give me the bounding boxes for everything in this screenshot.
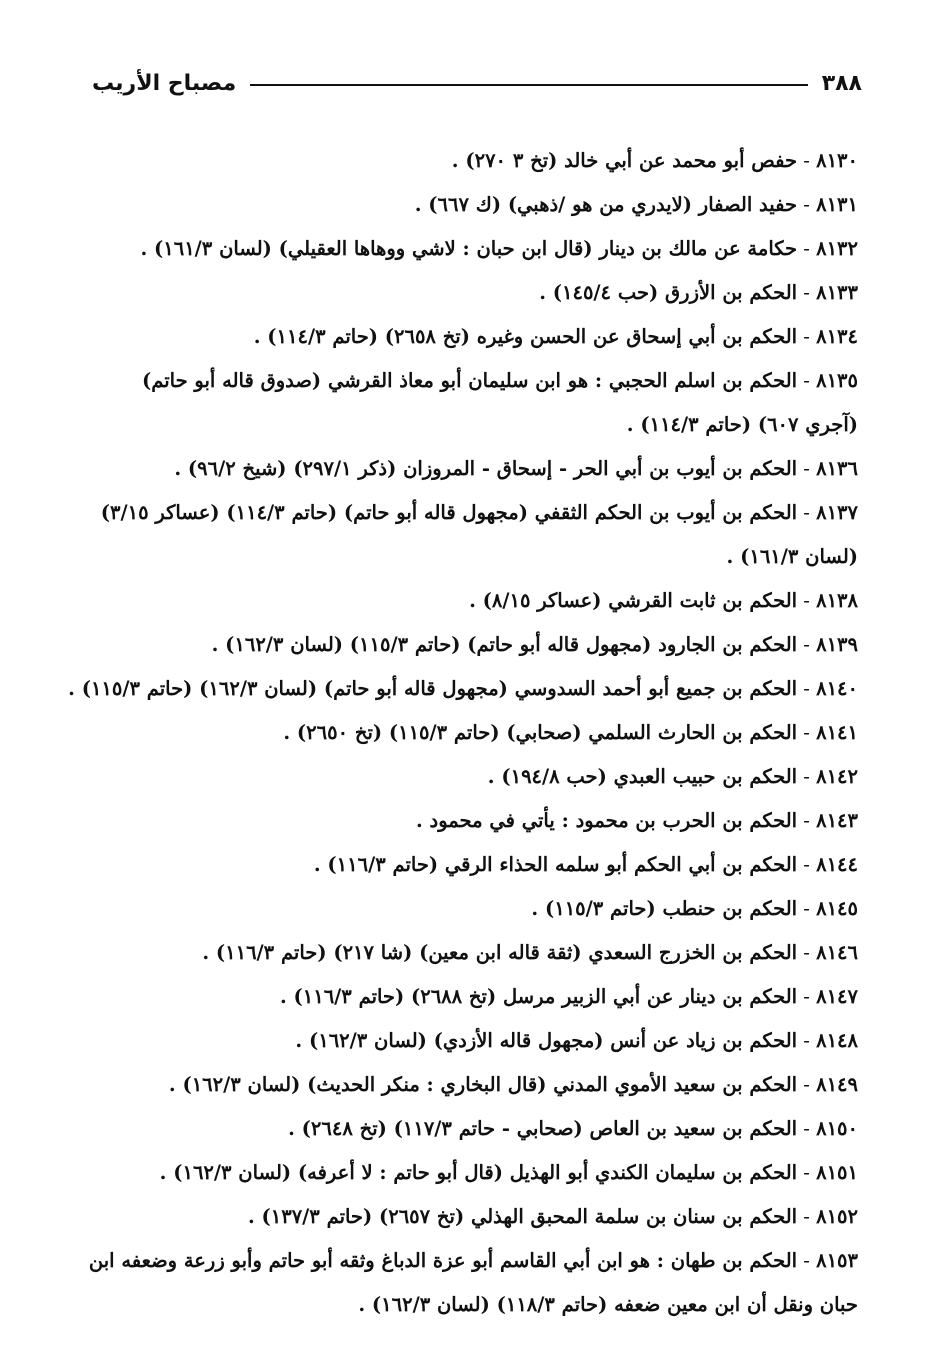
entry-text: حفيد الصفار (لايدري من هو /ذهبي) (ك ٦٦٧) .: [414, 193, 798, 216]
entry-8145: ٨١٤٥ - الحكم بن حنطب (حاتم ١١٥/٣) .: [531, 897, 858, 920]
entry-text: الحكم بن سنان بن سلمة المحبق الهذلي (تخ ٢٦٥٧) (حاتم ١٣٧/٣) .: [247, 1205, 798, 1228]
entry-text: الحكم بن سليمان الكندي أبو الهذيل (قال أبو حاتم : لا أعرفه) (لسان ١٦٢/٣) .: [159, 1161, 798, 1184]
entry-8133: ٨١٣٣ - الحكم بن الأزرق (حب ١٤٥/٤) .: [539, 281, 858, 304]
entry-number: ٨١٣٥: [816, 369, 858, 392]
entry-text: الحكم بن أيوب بن الحكم الثقفي (مجهول قاله أبو حاتم) (حاتم ١١٤/٣) (عساكر ٣/١٥) (لسان ١٦١/٣) .: [100, 501, 858, 568]
entry-text: الحكم بن جميع أبو أحمد السدوسي (مجهول قاله أبو حاتم) (لسان ١٦٢/٣) (حاتم ١١٥/٣) .: [68, 677, 798, 700]
entry-text: الحكم بن سعيد بن العاص (صحابي - حاتم ١١٧/٣) (تخ ٢٦٤٨) .: [288, 1117, 798, 1140]
entry-text: الحكم بن اسلم الحجبي : هو ابن سليمان أبو معاذ القرشي (صدوق قاله أبو حاتم) (آجري ٦٠٧) (حاتم ١١٤/٣) .: [142, 369, 858, 436]
entry-text: حفص أبو محمد عن أبي خالد (تخ ٣ ٢٧٠) .: [451, 149, 798, 172]
entry-text: الحكم بن الخزرج السعدي (ثقة قاله ابن معين) (شا ٢١٧) (حاتم ١١٦/٣) .: [202, 941, 798, 964]
entry-number: ٨١٣٧: [816, 501, 858, 524]
page-number: ٣٨٨: [821, 70, 862, 96]
entry-8150: ٨١٥٠ - الحكم بن سعيد بن العاص (صحابي - حاتم ١١٧/٣) (تخ ٢٦٤٨) .: [288, 1117, 858, 1140]
entry-8131: ٨١٣١ - حفيد الصفار (لايدري من هو /ذهبي) (ك ٦٦٧) .: [414, 193, 858, 216]
entry-8135: ٨١٣٥ - الحكم بن اسلم الحجبي : هو ابن سليمان أبو معاذ القرشي (صدوق قاله أبو حاتم) (آجري ٦٠٧) (حاتم ١١٤/٣) .: [142, 369, 858, 436]
entry-8138: ٨١٣٨ - الحكم بن ثابت القرشي (عساكر ٨/١٥) .: [469, 589, 858, 612]
entry-list: [68, 139, 858, 1327]
entry-number: ٨١٣٩: [816, 633, 858, 656]
entry-number: ٨١٤٩: [816, 1073, 858, 1096]
entry-number: ٨١٤٨: [816, 1029, 858, 1052]
entry-text: الحكم بن الحرب بن محمود : يأتي في محمود .: [415, 809, 798, 832]
entry-number: ٨١٤٧: [816, 985, 858, 1008]
entry-8151: ٨١٥١ - الحكم بن سليمان الكندي أبو الهذيل (قال أبو حاتم : لا أعرفه) (لسان ١٦٢/٣) .: [159, 1161, 858, 1184]
entry-text: الحكم بن أبي إسحاق عن الحسن وغيره (تخ ٢٦٥٨) (حاتم ١١٤/٣) .: [253, 325, 798, 348]
entry-number: ٨١٣٨: [816, 589, 858, 612]
entry-number: ٨١٤١: [816, 721, 858, 744]
entry-number: ٨١٣٢: [816, 237, 858, 260]
page-header: [92, 66, 862, 100]
entry-number: ٨١٥٢: [816, 1205, 858, 1228]
entry-8153: ٨١٥٣ - الحكم بن طهان : هو ابن أبي القاسم أبو عزة الدباغ وثقه أبو حاتم وأبو زرعة وضعفه ابن حبان ونقل أن ابن معين ضعفه (حاتم ١١٨/٣) (لسان ١٦٢/٣) .: [88, 1249, 858, 1316]
entry-text: الحكم بن الجارود (مجهول قاله أبو حاتم) (حاتم ١١٥/٣) (لسان ١٦٢/٣) .: [211, 633, 798, 656]
entry-number: ٨١٣١: [816, 193, 858, 216]
entry-8147: ٨١٤٧ - الحكم بن دينار عن أبي الزبير مرسل (تخ ٢٦٨٨) (حاتم ١١٦/٣) .: [279, 985, 858, 1008]
entry-text: الحكم بن طهان : هو ابن أبي القاسم أبو عزة الدباغ وثقه أبو حاتم وأبو زرعة وضعفه ابن حبان ونقل أن ابن معين ضعفه (حاتم ١١٨/٣) (لسان ١٦٢/٣) .: [88, 1249, 858, 1316]
entry-8132: ٨١٣٢ - حكامة عن مالك بن دينار (قال ابن حبان : لاشي ووهاها العقيلي) (لسان ١٦١/٣) .: [140, 237, 858, 260]
entry-8149: ٨١٤٩ - الحكم بن سعيد الأموي المدني (قال البخاري : منكر الحديث) (لسان ١٦٢/٣) .: [168, 1073, 858, 1096]
entry-number: ٨١٤٣: [816, 809, 858, 832]
entry-number: ٨١٤٦: [816, 941, 858, 964]
entry-text: الحكم بن سعيد الأموي المدني (قال البخاري : منكر الحديث) (لسان ١٦٢/٣) .: [168, 1073, 798, 1096]
entry-text: الحكم بن أبي الحكم أبو سلمه الحذاء الرقي (حاتم ١١٦/٣) .: [313, 853, 798, 876]
entry-number: ٨١٤٤: [816, 853, 858, 876]
entry-number: ٨١٥١: [816, 1161, 858, 1184]
entry-number: ٨١٥٣: [816, 1249, 858, 1272]
entry-8143: ٨١٤٣ - الحكم بن الحرب بن محمود : يأتي في محمود .: [415, 809, 858, 832]
entry-number: ٨١٤٠: [816, 677, 858, 700]
entry-number: ٨١٣٣: [816, 281, 858, 304]
entry-text: الحكم بن أيوب بن أبي الحر - إسحاق - المروزان (ذكر ٢٩٧/١) (شيخ ٩٦/٢) .: [174, 457, 798, 480]
entry-8130: ٨١٣٠ - حفص أبو محمد عن أبي خالد (تخ ٣ ٢٧٠) .: [451, 149, 858, 172]
entry-8137: ٨١٣٧ - الحكم بن أيوب بن الحكم الثقفي (مجهول قاله أبو حاتم) (حاتم ١١٤/٣) (عساكر ٣/١٥) (لسان ١٦١/٣) .: [100, 501, 858, 568]
entry-text: حكامة عن مالك بن دينار (قال ابن حبان : لاشي ووهاها العقيلي) (لسان ١٦١/٣) .: [140, 237, 798, 260]
entry-number: ٨١٣٤: [816, 325, 858, 348]
entry-number: ٨١٤٢: [816, 765, 858, 788]
running-title: مصباح الأريب: [92, 70, 237, 96]
entry-text: الحكم بن زياد عن أنس (مجهول قاله الأزدي) (لسان ١٦٢/٣) .: [295, 1029, 798, 1052]
entry-8146: ٨١٤٦ - الحكم بن الخزرج السعدي (ثقة قاله ابن معين) (شا ٢١٧) (حاتم ١١٦/٣) .: [202, 941, 858, 964]
entry-8142: ٨١٤٢ - الحكم بن حبيب العبدي (حب ١٩٤/٨) .: [487, 765, 858, 788]
entry-text: الحكم بن الحارث السلمي (صحابي) (حاتم ١١٥/٣) (تخ ٢٦٥٠) .: [283, 721, 798, 744]
entry-8152: ٨١٥٢ - الحكم بن سنان بن سلمة المحبق الهذلي (تخ ٢٦٥٧) (حاتم ١٣٧/٣) .: [247, 1205, 858, 1228]
entry-text: الحكم بن دينار عن أبي الزبير مرسل (تخ ٢٦٨٨) (حاتم ١١٦/٣) .: [279, 985, 798, 1008]
entry-text: الحكم بن الأزرق (حب ١٤٥/٤) .: [539, 281, 798, 304]
entry-text: الحكم بن ثابت القرشي (عساكر ٨/١٥) .: [469, 589, 798, 612]
entry-text: الحكم بن حنطب (حاتم ١١٥/٣) .: [531, 897, 798, 920]
entry-number: ٨١٤٥: [816, 897, 858, 920]
entry-8148: ٨١٤٨ - الحكم بن زياد عن أنس (مجهول قاله الأزدي) (لسان ١٦٢/٣) .: [295, 1029, 858, 1052]
entry-8140: ٨١٤٠ - الحكم بن جميع أبو أحمد السدوسي (مجهول قاله أبو حاتم) (لسان ١٦٢/٣) (حاتم ١١٥/٣) .: [68, 677, 858, 700]
header-rule: [250, 84, 808, 86]
entry-8134: ٨١٣٤ - الحكم بن أبي إسحاق عن الحسن وغيره (تخ ٢٦٥٨) (حاتم ١١٤/٣) .: [253, 325, 858, 348]
entry-number: ٨١٣٠: [816, 149, 858, 172]
entry-text: الحكم بن حبيب العبدي (حب ١٩٤/٨) .: [487, 765, 798, 788]
entry-8144: ٨١٤٤ - الحكم بن أبي الحكم أبو سلمه الحذاء الرقي (حاتم ١١٦/٣) .: [313, 853, 858, 876]
entry-number: ٨١٥٠: [816, 1117, 858, 1140]
entry-8141: ٨١٤١ - الحكم بن الحارث السلمي (صحابي) (حاتم ١١٥/٣) (تخ ٢٦٥٠) .: [283, 721, 858, 744]
entry-8139: ٨١٣٩ - الحكم بن الجارود (مجهول قاله أبو حاتم) (حاتم ١١٥/٣) (لسان ١٦٢/٣) .: [211, 633, 858, 656]
entry-number: ٨١٣٦: [816, 457, 858, 480]
entry-8136: ٨١٣٦ - الحكم بن أيوب بن أبي الحر - إسحاق - المروزان (ذكر ٢٩٧/١) (شيخ ٩٦/٢) .: [174, 457, 858, 480]
